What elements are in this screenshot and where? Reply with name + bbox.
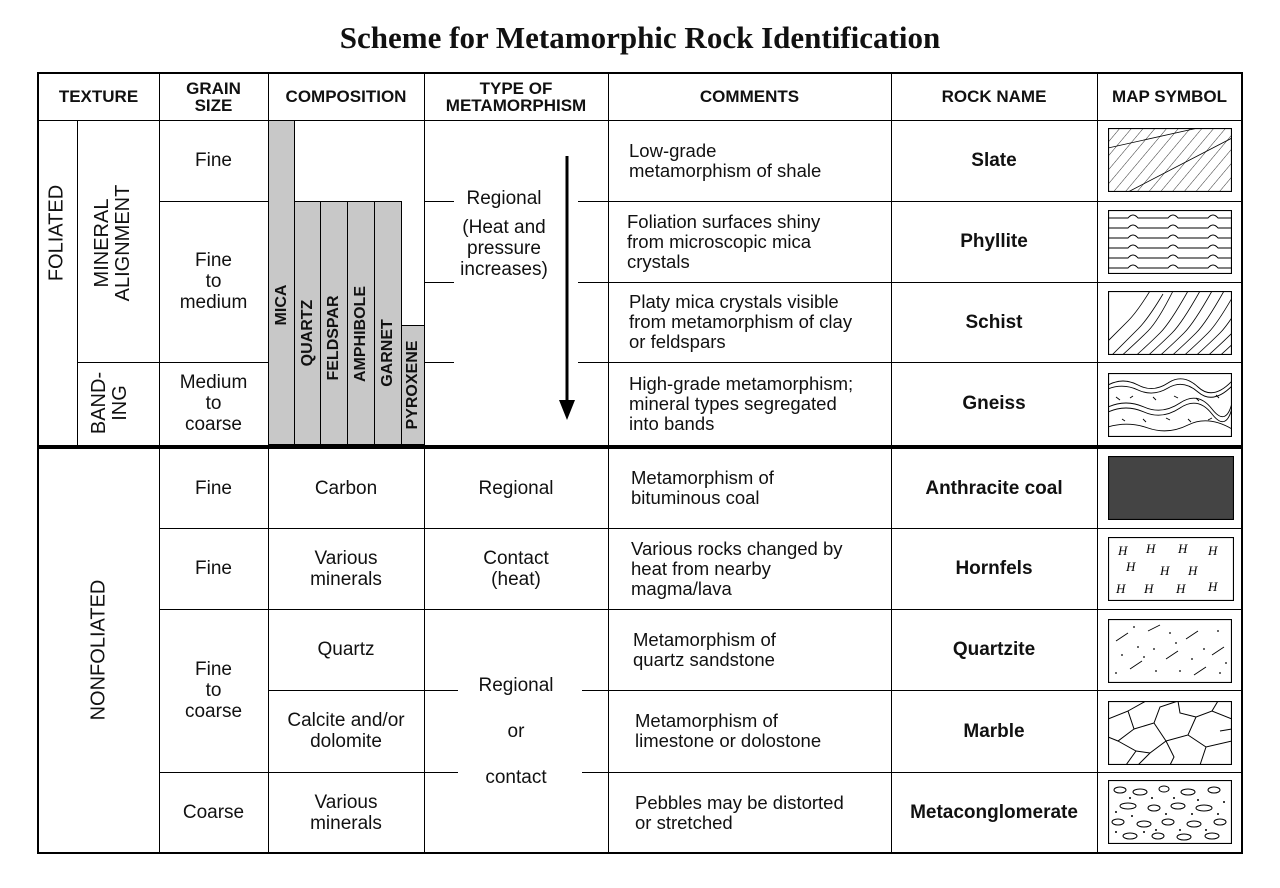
composition-metaconglomerate: Various minerals [310, 791, 382, 834]
comment-gneiss: High-grade metamorphism; mineral types segregated into bands [629, 372, 854, 434]
rock-name-marble: Marble [963, 720, 1025, 742]
marble-symbol [1108, 701, 1232, 765]
quartzite-symbol [1108, 619, 1232, 683]
svg-text:H: H [1176, 581, 1186, 596]
header-composition: COMPOSITION [285, 87, 407, 106]
rock-name-slate: Slate [971, 150, 1017, 171]
comment-marble: Metamorphism of limestone or dolostone [635, 710, 822, 751]
mineral-label-garnet: GARNET [379, 319, 396, 387]
svg-text:H: H [1126, 559, 1136, 574]
metaconglomerate-symbol [1108, 780, 1232, 844]
composition-marble: Calcite and/or dolomite [287, 710, 405, 752]
header-texture: TEXTURE [58, 87, 139, 106]
grain-size-gneiss: Medium to coarse [179, 372, 248, 435]
schist-symbol [1108, 291, 1232, 355]
texture-banding: BAND- ING [88, 371, 131, 435]
svg-text:H: H [1188, 563, 1198, 578]
anthracite-symbol [1108, 456, 1234, 520]
texture-foliated: FOLIATED [45, 184, 68, 282]
composition-hornfels: Various minerals [310, 547, 382, 590]
type-hornfels: Contact (heat) [483, 547, 549, 590]
type-anthracite: Regional [478, 477, 554, 499]
comment-schist: Platy mica crystals visible from metamorphism of clay or feldspars [629, 291, 853, 352]
foliated-type-regional: Regional [466, 187, 542, 209]
hornfels-symbol [1108, 537, 1234, 601]
header-grain-size: GRAIN SIZE [186, 78, 241, 115]
grain-size-slate: Fine [195, 150, 232, 171]
header-type-of-metamorphism: TYPE OF METAMORPHISM [445, 78, 587, 115]
foliated-type-note: (Heat and pressure increases) [460, 216, 548, 280]
texture-nonfoliated: NONFOLIATED [87, 579, 110, 721]
rock-name-gneiss: Gneiss [962, 393, 1026, 414]
rock-name-phyllite: Phyllite [960, 231, 1028, 252]
texture-mineral-alignment: MINERAL ALIGNMENT [91, 184, 134, 302]
svg-text:H: H [1208, 543, 1218, 558]
slate-symbol [1108, 128, 1232, 192]
page-title: Scheme for Metamorphic Rock Identification [339, 20, 941, 55]
comment-phyllite: Foliation surfaces shiny from microscopic mica crystals [627, 210, 821, 272]
phyllite-symbol [1108, 210, 1232, 274]
type-regional-or-contact: Regional or contact [478, 674, 554, 788]
comment-metaconglomerate: Pebbles may be distorted or stretched [635, 791, 844, 833]
increasing-arrow [555, 152, 581, 422]
rock-name-metaconglomerate: Metaconglomerate [910, 802, 1078, 823]
svg-text:H: H [1118, 543, 1128, 558]
header-rock-name: ROCK NAME [941, 87, 1047, 106]
rock-name-schist: Schist [965, 311, 1023, 333]
svg-text:H: H [1146, 541, 1156, 556]
comment-slate: Low-grade metamorphism of shale [629, 139, 822, 181]
grain-size-quartzite-marble: Fine to coarse [184, 659, 243, 722]
grain-size-hornfels: Fine [195, 558, 232, 579]
comment-anthracite: Metamorphism of bituminous coal [631, 467, 774, 508]
svg-text:H: H [1160, 563, 1170, 578]
mineral-label-quartz: QUARTZ [299, 299, 316, 367]
header-comments: COMMENTS [699, 87, 800, 106]
gneiss-symbol [1108, 373, 1232, 437]
mineral-label-feldspar: FELDSPAR [325, 295, 342, 381]
mineral-label-pyroxene: PYROXENE [404, 340, 421, 430]
grain-size-phyllite-schist: Fine to medium [179, 250, 248, 313]
svg-text:H: H [1178, 541, 1188, 556]
grain-size-metaconglomerate: Coarse [182, 802, 245, 823]
svg-text:H: H [1116, 581, 1126, 596]
comment-quartzite: Metamorphism of quartz sandstone [633, 628, 776, 670]
mineral-bar-mica [268, 120, 295, 445]
composition-quartzite: Quartz [317, 639, 375, 660]
rock-name-quartzite: Quartzite [952, 639, 1036, 660]
comment-hornfels: Various rocks changed by heat from nearby magma/lava [631, 537, 843, 599]
rock-name-hornfels: Hornfels [955, 558, 1033, 579]
svg-text:H: H [1208, 579, 1218, 594]
rock-name-anthracite: Anthracite coal [925, 477, 1063, 499]
grain-size-anthracite: Fine [195, 477, 232, 499]
mineral-label-amphibole: AMPHIBOLE [352, 286, 369, 382]
header-map-symbol: MAP SYMBOL [1112, 87, 1227, 106]
mineral-label-mica: MICA [273, 284, 290, 326]
svg-text:H: H [1144, 581, 1154, 596]
composition-anthracite: Carbon [314, 477, 378, 499]
